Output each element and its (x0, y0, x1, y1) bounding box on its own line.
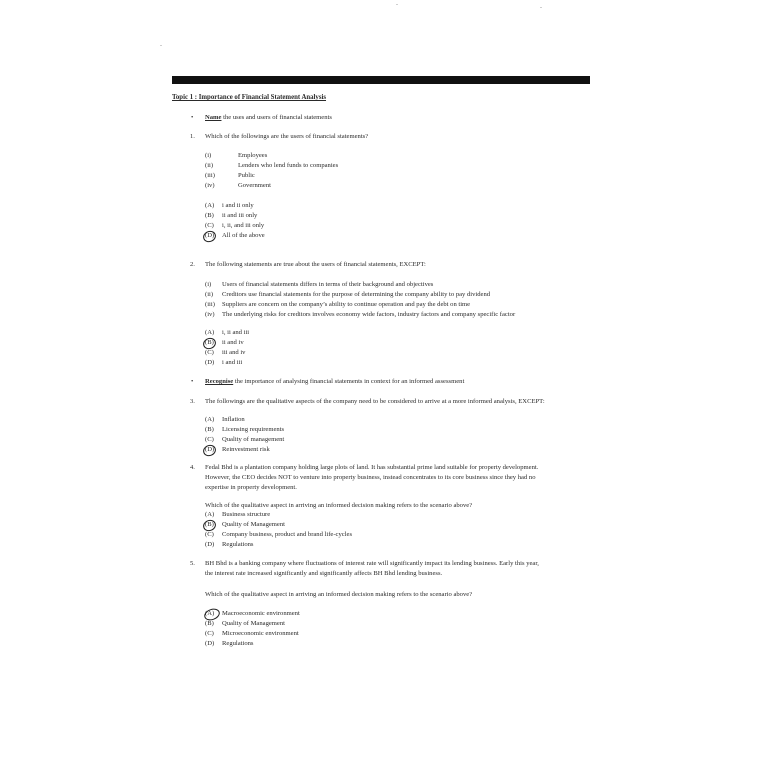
scan-speck (540, 7, 542, 8)
scan-speck (396, 4, 398, 5)
question-number: 5. (190, 560, 195, 567)
option-text: Regulations (222, 640, 254, 647)
option-letter: (D) (205, 232, 215, 239)
option-letter: (D) (205, 541, 215, 548)
item-text: Suppliers are concern on the company’s ability to continue operation and pay the debt on time (222, 301, 471, 308)
bullet-text: the importance of analysing financial statements in context for an informed assessment (233, 378, 465, 385)
roman-label: (ii) (205, 291, 214, 298)
bullet-dot: • (191, 114, 194, 121)
option-text: Microeconomic environment (222, 630, 299, 637)
option-letter: (D) (205, 446, 215, 453)
roman-label: (i) (205, 152, 212, 159)
bullet-text: the uses and users of financial statements (221, 114, 332, 121)
option-letter: (A) (205, 202, 215, 209)
option-text: Licensing requirements (222, 426, 285, 433)
question-text: Which of the qualitative aspect in arriving an informed decision making refers to the scenario above? (205, 502, 473, 509)
option-text: Reinvestment risk (222, 446, 270, 453)
scan-speck (160, 45, 162, 46)
option-letter: (D) (205, 640, 215, 647)
option-letter: (B) (205, 620, 214, 627)
option-text: Macroeconomic environment (222, 610, 300, 617)
option-text: ii and iv (222, 339, 244, 346)
item-text: Public (238, 172, 255, 179)
scenario-line: expertise in property development. (205, 484, 297, 491)
option-letter: (A) (205, 329, 215, 336)
option-text: ii and iii only (222, 212, 258, 219)
bullet-recognise (205, 378, 464, 386)
answer-circle (202, 229, 218, 244)
question-number: 3. (190, 398, 195, 405)
bullet-name (205, 114, 332, 122)
roman-label: (i) (205, 281, 212, 288)
option-text: Business structure (222, 511, 271, 518)
option-text: i and iii (222, 359, 243, 366)
item-text: Users of financial statements differs in terms of their background and objectives (222, 281, 434, 288)
question-text: The followings are the qualitative aspects of the company need to be considered to arrive at a more informed analysis, EXCEPT: (205, 398, 545, 405)
option-letter: (A) (205, 610, 215, 617)
option-letter: (C) (205, 531, 214, 538)
question-text: Which of the followings are the users of financial statements? (205, 133, 369, 140)
item-text: Government (238, 182, 271, 189)
option-text: Quality of management (222, 436, 285, 443)
option-letter: (D) (205, 359, 215, 366)
option-letter: (B) (205, 212, 214, 219)
option-text: Quality of Management (222, 620, 285, 627)
bullet-keyword: Name (205, 114, 222, 121)
roman-label: (iv) (205, 182, 215, 189)
answer-circle (202, 443, 218, 458)
option-text: Company business, product and brand life-cycles (222, 531, 353, 538)
option-letter: (C) (205, 436, 214, 443)
roman-label: (ii) (205, 162, 214, 169)
item-text: The underlying risks for creditors involves economy wide factors, industry factors and company specific factor (222, 311, 516, 318)
question-text: The following statements are true about the users of financial statements, EXCEPT: (205, 261, 426, 268)
roman-label: (iii) (205, 301, 215, 308)
option-letter: (B) (205, 426, 214, 433)
option-letter: (B) (205, 339, 214, 346)
topic-title: Topic 1 : Importance of Financial Statement Analysis (172, 94, 327, 101)
bullet-keyword: Recognise (205, 378, 234, 385)
item-text: Lenders who lend funds to companies (238, 162, 339, 169)
option-letter: (A) (205, 416, 215, 423)
option-text: Inflation (222, 416, 245, 423)
roman-label: (iii) (205, 172, 215, 179)
item-text: Creditors use financial statements for the purpose of determining the company ability to pay dividend (222, 291, 491, 298)
header-black-bar (172, 76, 590, 84)
scenario-line: Fedal Bhd is a plantation company holding large plots of land. It has substantial prime land suitable for property development. (205, 464, 539, 471)
option-text: Quality of Management (222, 521, 285, 528)
option-letter: (C) (205, 349, 214, 356)
bullet-dot: • (191, 378, 194, 385)
scenario-line: the interest rate increased significantly and significantly affects BH Bhd lending business. (205, 570, 443, 577)
question-number: 4. (190, 464, 195, 471)
option-letter: (A) (205, 511, 215, 518)
option-letter: (C) (205, 222, 214, 229)
option-text: iii and iv (222, 349, 246, 356)
option-text: i, ii, and iii only (222, 222, 265, 229)
roman-label: (iv) (205, 311, 215, 318)
option-letter: (C) (205, 630, 214, 637)
item-text: Employees (238, 152, 268, 159)
scenario-line: However, the CEO decides NOT to venture into property business, instead concentrates to its core business since they had no (205, 474, 536, 481)
option-text: All of the above (222, 232, 265, 239)
option-letter: (B) (205, 521, 214, 528)
option-text: Regulations (222, 541, 254, 548)
scenario-line: BH Bhd is a banking company where fluctuations of interest rate will significantly impact its lending business. Early this year, (205, 560, 539, 567)
option-text: i and ii only (222, 202, 254, 209)
question-number: 1. (190, 133, 195, 140)
option-text: i, ii and iii (222, 329, 250, 336)
question-text: Which of the qualitative aspect in arriving an informed decision making refers to the scenario above? (205, 591, 473, 598)
question-number: 2. (190, 261, 195, 268)
